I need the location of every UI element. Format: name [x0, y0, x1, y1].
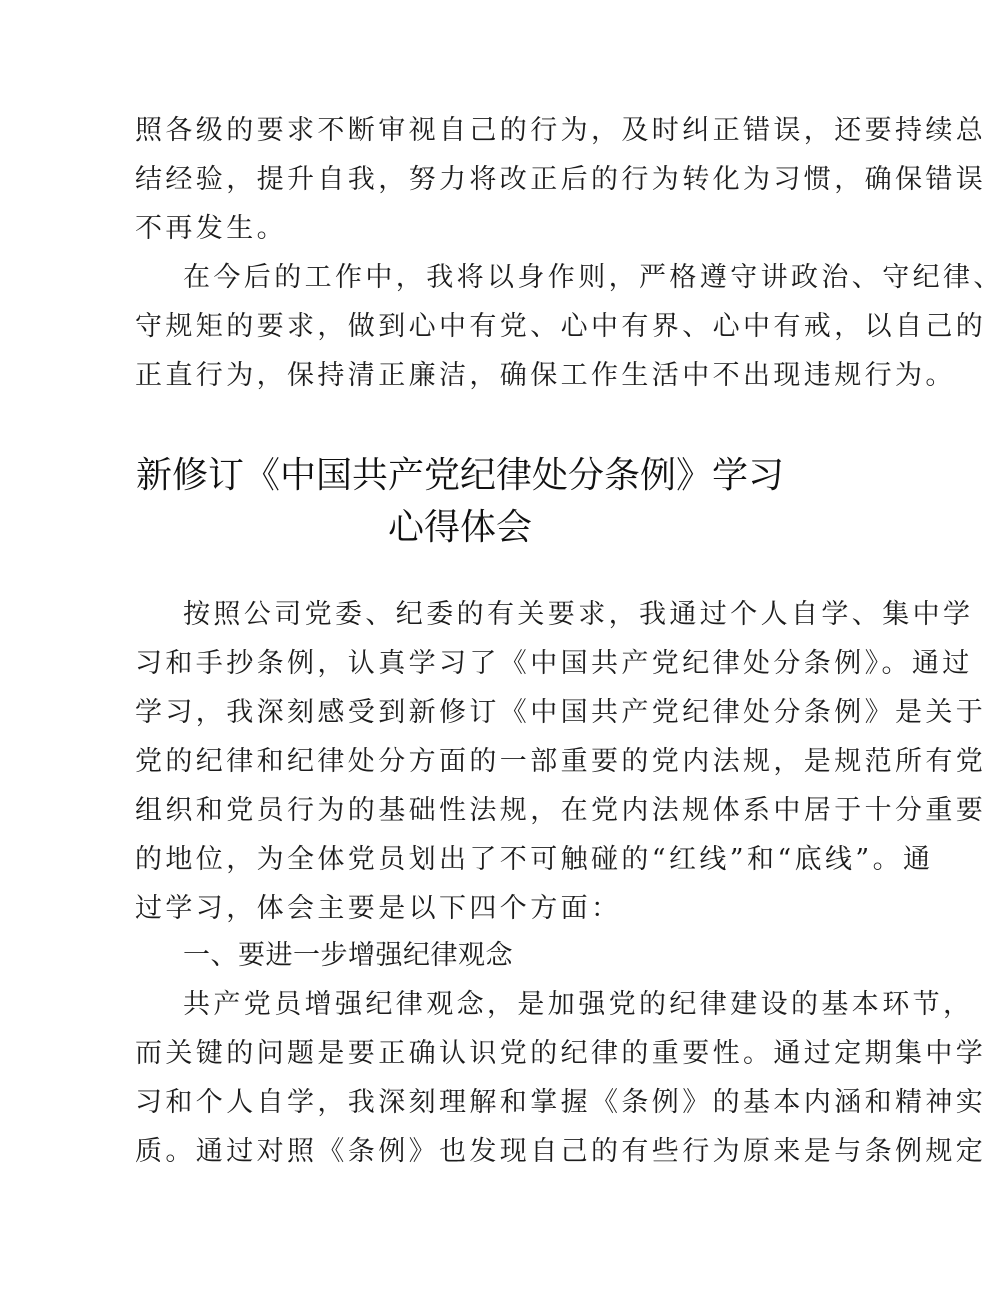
paragraph-line: 按照公司党委、纪委的有关要求，我通过个人自学、集中学 [183, 599, 974, 630]
paragraph-line: 习和个人自学，我深刻理解和掌握《条例》的基本内涵和精神实 [135, 1087, 987, 1118]
paragraph-line: 而关键的问题是要正确认识党的纪律的重要性。通过定期集中学 [135, 1038, 987, 1069]
paragraph-line: 学习，我深刻感受到新修订《中国共产党纪律处分条例》是关于 [135, 697, 987, 728]
paragraph-line: 守规矩的要求，做到心中有党、心中有界、心中有戒，以自己的 [135, 311, 987, 342]
document-title: 新修订《中国共产党纪律处分条例》学习 [135, 455, 784, 496]
paragraph-line: 的地位，为全体党员划出了不可触碰的“红线”和“底线”。通 [135, 844, 934, 875]
paragraph-line: 过学习，体会主要是以下四个方面： [135, 893, 622, 924]
paragraph-line: 质。通过对照《条例》也发现自己的有些行为原来是与条例规定 [135, 1136, 987, 1167]
paragraph-line: 组织和党员行为的基础性法规，在党内法规体系中居于十分重要 [135, 795, 987, 826]
paragraph-line: 照各级的要求不断审视自己的行为，及时纠正错误，还要持续总 [135, 115, 987, 146]
paragraph-line: 不再发生。 [135, 213, 287, 244]
paragraph-line: 在今后的工作中，我将以身作则，严格遵守讲政治、守纪律、 [183, 262, 1004, 293]
paragraph-line: 正直行为，保持清正廉洁，确保工作生活中不出现违规行为。 [135, 360, 956, 391]
paragraph-line: 共产党员增强纪律观念，是加强党的纪律建设的基本环节， [183, 989, 974, 1020]
paragraph-line: 党的纪律和纪律处分方面的一部重要的党内法规，是规范所有党 [135, 746, 987, 777]
paragraph-line: 习和手抄条例，认真学习了《中国共产党纪律处分条例》。通过 [135, 648, 973, 679]
section-heading: 一、要进一步增强纪律观念 [183, 940, 513, 971]
document-title: 心得体会 [387, 507, 532, 548]
paragraph-line: 结经验，提升自我，努力将改正后的行为转化为习惯，确保错误 [135, 164, 987, 195]
